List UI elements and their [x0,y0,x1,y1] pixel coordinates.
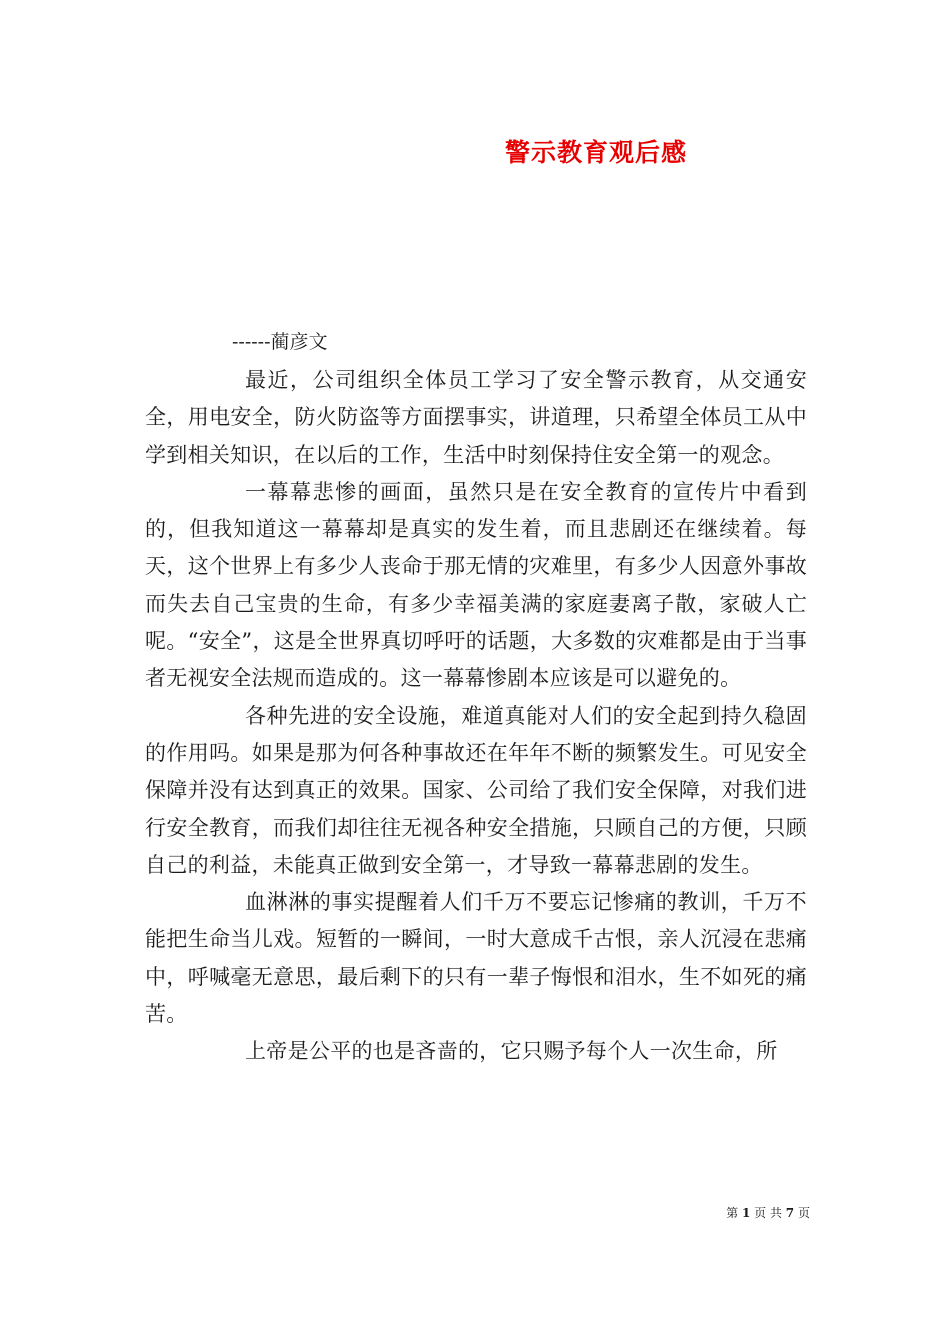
document-body [145,362,807,1071]
footer-prefix: 第 [726,1206,739,1220]
paragraph-5: 上帝是公平的也是吝啬的，它只赐予每个人一次生命，所 [245,1039,778,1064]
page-footer [690,1205,810,1221]
paragraph-4: 血淋淋的事实提醒着人们千万不要忘记惨痛的教训，千万不能把生命当儿戏。短暂的一瞬间，一时大意成千古恨，亲人沉浸在悲痛中，呼喊毫无意思，最后剩下的只有一辈子悔恨和泪水，生不如死的痛苦。 [145,890,807,1027]
footer-middle: 页 共 [754,1206,782,1220]
author-line: ------蔺彦文 [232,331,328,353]
paragraph-3: 各种先进的安全设施，难道真能对人们的安全起到持久稳固的作用吗。如果是那为何各种事故还在年年不断的频繁发生。可见安全保障并没有达到真正的效果。国家、公司给了我们安全保障，对我们进行安全教育，而我们却往往无视各种安全措施，只顾自己的方便，只顾自己的利益，未能真正做到安全第一，才导致一幕幕悲剧的发生。 [145,703,807,877]
footer-suffix: 页 [797,1206,810,1220]
footer-total-pages: 7 [785,1206,795,1220]
paragraph-1: 最近，公司组织全体员工学习了安全警示教育，从交通安全，用电安全，防火防盗等方面摆事实，讲道理，只希望全体员工从中学到相关知识，在以后的工作，生活中时刻保持住安全第一的观念。 [145,368,807,467]
document-title [440,133,750,169]
footer-current-page: 1 [741,1206,751,1220]
paragraph-2: 一幕幕悲惨的画面，虽然只是在安全教育的宣传片中看到的，但我知道这一幕幕却是真实的发生着，而且悲剧还在继续着。每天，这个世界上有多少人丧命于那无情的灾难里，有多少人因意外事故而失去自己宝贵的生命，有多少幸福美满的家庭妻离子散，家破人亡呢。“安全”，这是全世界真切呼吁的话题，大多数的灾难都是由于当事者无视安全法规而造成的。这一幕幕惨剧本应该是可以避免的。 [145,479,807,691]
document-title-text: 警示教育观后感 [505,138,688,167]
